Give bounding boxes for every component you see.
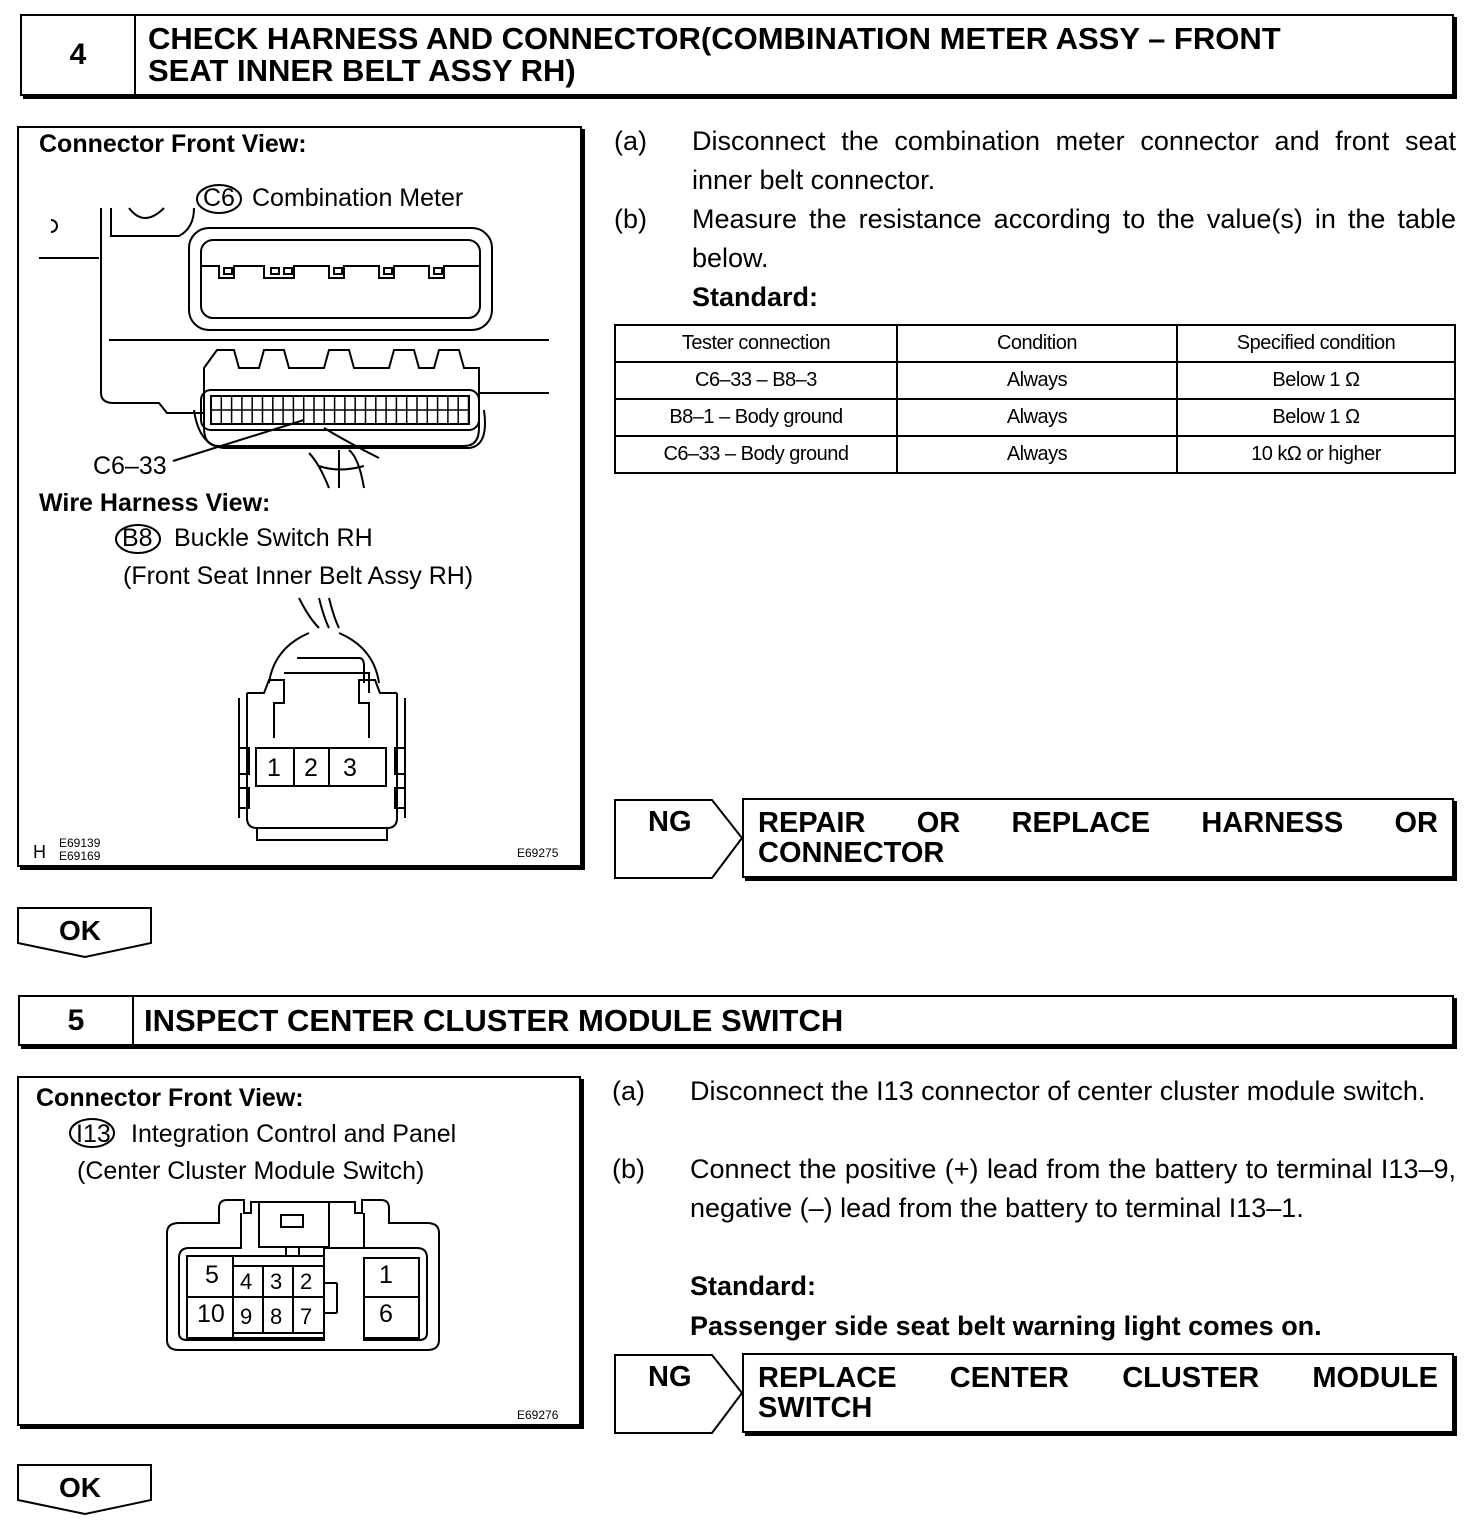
b8-code: B8 xyxy=(122,524,153,552)
i13-pin-5: 5 xyxy=(205,1261,219,1289)
ng-label: NG xyxy=(648,806,692,838)
figure-ref-right: E69275 xyxy=(517,846,559,860)
table-row xyxy=(615,436,1455,473)
step5-title: INSPECT CENTER CLUSTER MODULE SWITCH xyxy=(144,1002,844,1038)
step4-ng-result[interactable] xyxy=(614,798,1456,880)
ng-action-line1: REPAIR OR REPLACE HARNESS OR xyxy=(758,807,1438,839)
table-cell: Always xyxy=(897,399,1177,436)
instruction-text: Connect the positive (+) lead from the battery to terminal I13–9, negative (–) lead from the battery to terminal I13–1. xyxy=(690,1154,1456,1223)
table-cell: C6–33 – B8–3 xyxy=(615,362,897,399)
table-header-cell: Condition xyxy=(897,325,1177,362)
table-cell: C6–33 – Body ground xyxy=(615,436,897,473)
ng-action-line2: CONNECTOR xyxy=(758,837,945,869)
step4-figure xyxy=(17,126,582,867)
connector-front-view-label: Connector Front View: xyxy=(39,130,307,158)
i13-pin-7: 7 xyxy=(300,1304,313,1329)
figure-ref-2: E69169 xyxy=(59,849,101,863)
instruction-text: Disconnect the I13 connector of center cluster module switch. xyxy=(690,1076,1426,1106)
step4-title-line1: CHECK HARNESS AND CONNECTOR(COMBINATION METER ASSY – FRONT xyxy=(148,21,1281,56)
table-cell: B8–1 – Body ground xyxy=(615,399,897,436)
step4-ok-button[interactable] xyxy=(17,907,154,959)
step4-instruction-a xyxy=(614,122,1456,200)
instruction-label: (a) xyxy=(612,1076,645,1106)
step5-ok-button[interactable] xyxy=(17,1464,154,1516)
step5-number: 5 xyxy=(20,997,134,1044)
b8-pin-3: 3 xyxy=(343,754,357,782)
figure-ref-1: E69139 xyxy=(59,836,101,850)
c6-33-pin-label: C6–33 xyxy=(93,452,167,480)
i13-pin-1: 1 xyxy=(379,1261,393,1289)
step5-standard-text: Passenger side seat belt warning light comes on. xyxy=(690,1311,1322,1341)
ng-action-line2: SWITCH xyxy=(758,1392,873,1424)
step4-instruction-b xyxy=(614,200,1456,278)
table-cell: Always xyxy=(897,436,1177,473)
step5-header xyxy=(18,995,1454,1046)
table-row xyxy=(615,399,1455,436)
step4-standard-table xyxy=(614,324,1456,474)
step5-figure xyxy=(17,1076,581,1426)
i13-name: Integration Control and Panel xyxy=(131,1120,457,1148)
table-row xyxy=(615,362,1455,399)
i13-pin-3: 3 xyxy=(270,1269,283,1294)
wire-harness-view-label: Wire Harness View: xyxy=(39,489,271,517)
figure-corner-letter: H xyxy=(33,842,46,862)
instruction-label: (a) xyxy=(614,126,647,156)
step4-standard-label: Standard: xyxy=(692,282,819,312)
i13-pin-2: 2 xyxy=(300,1269,313,1294)
i13-code: I13 xyxy=(76,1120,111,1148)
ok-label: OK xyxy=(59,1472,101,1503)
b8-subtitle: (Front Seat Inner Belt Assy RH) xyxy=(123,562,474,590)
table-cell: 10 kΩ or higher xyxy=(1177,436,1455,473)
table-header-cell: Tester connection xyxy=(615,325,897,362)
table-header-row xyxy=(615,325,1455,362)
table-cell: Always xyxy=(897,362,1177,399)
figure-ref-right: E69276 xyxy=(517,1408,559,1422)
connector-front-view-label: Connector Front View: xyxy=(36,1084,304,1112)
ng-action-box xyxy=(742,1353,1454,1433)
step5-instruction-a xyxy=(612,1072,1456,1150)
step4-title-line2: SEAT INNER BELT ASSY RH) xyxy=(148,53,576,88)
table-cell: Below 1 Ω xyxy=(1177,362,1455,399)
instruction-label: (b) xyxy=(612,1154,645,1184)
step4-title xyxy=(148,16,1432,94)
table-header-cell: Specified condition xyxy=(1177,325,1455,362)
ng-label: NG xyxy=(648,1361,692,1393)
step5-ng-result[interactable] xyxy=(614,1353,1456,1435)
instruction-text: Measure the resistance according to the value(s) in the table below. xyxy=(692,204,1456,273)
i13-pin-6: 6 xyxy=(379,1300,393,1328)
c6-name: Combination Meter xyxy=(252,184,464,212)
table-cell: Below 1 Ω xyxy=(1177,399,1455,436)
i13-pin-10: 10 xyxy=(197,1300,225,1328)
b8-name: Buckle Switch RH xyxy=(174,524,373,552)
step4-header xyxy=(20,14,1454,96)
b8-pin-1: 1 xyxy=(267,754,281,782)
i13-pin-8: 8 xyxy=(270,1304,283,1329)
instruction-label: (b) xyxy=(614,204,647,234)
step5-standard-label: Standard: xyxy=(690,1271,817,1301)
ng-action-line1: REPLACE CENTER CLUSTER MODULE xyxy=(758,1362,1438,1394)
c6-code: C6 xyxy=(203,184,235,212)
i13-pin-4: 4 xyxy=(240,1269,253,1294)
ok-label: OK xyxy=(59,915,101,946)
step4-number: 4 xyxy=(22,16,136,94)
ng-action-box xyxy=(742,798,1454,878)
step5-instruction-b xyxy=(612,1150,1456,1267)
instruction-text: Disconnect the combination meter connector and front seat inner belt connector. xyxy=(692,126,1456,195)
b8-pin-2: 2 xyxy=(304,754,318,782)
i13-subtitle: (Center Cluster Module Switch) xyxy=(77,1157,425,1185)
i13-pin-9: 9 xyxy=(240,1304,253,1329)
